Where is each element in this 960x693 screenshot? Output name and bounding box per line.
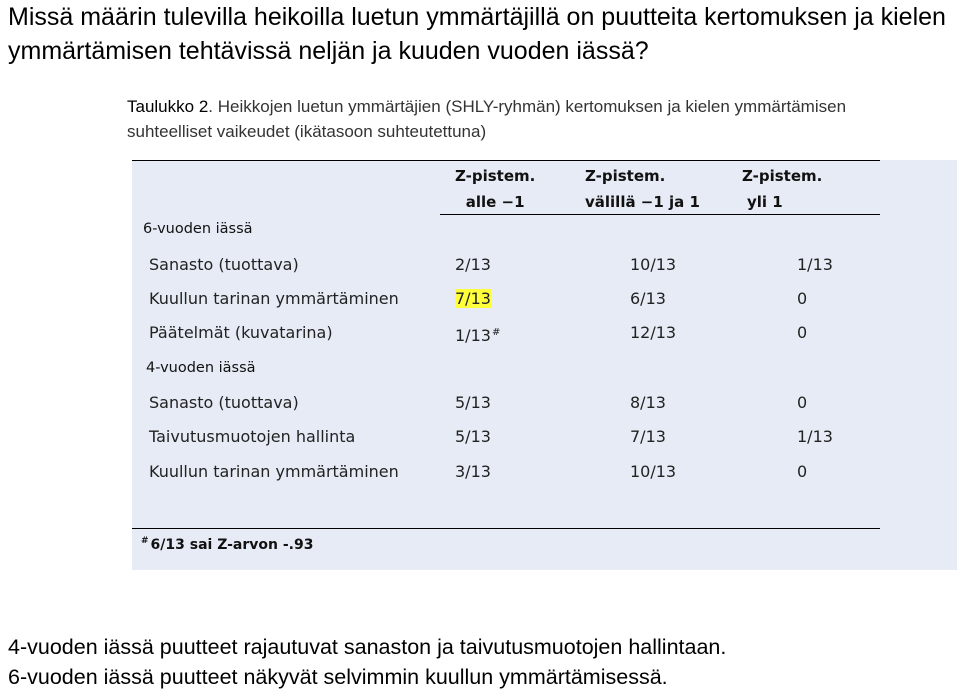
cell-between: 8/13 xyxy=(630,393,666,412)
row-label: Kuullun tarinan ymmärtäminen xyxy=(149,462,399,481)
row-label: Kuullun tarinan ymmärtäminen xyxy=(149,289,399,308)
column-header-between xyxy=(585,163,700,215)
table-caption-label: Taulukko 2 xyxy=(127,97,209,116)
cell-between: 6/13 xyxy=(630,289,666,308)
cell-between: 10/13 xyxy=(630,255,677,274)
footnote-marker: # xyxy=(141,536,149,546)
cell-above: 0 xyxy=(797,289,808,308)
table-footnote xyxy=(140,530,313,556)
table-caption-text: . Heikkojen luetun ymmärtäjien (SHLY-ryhmän) kertomuksen ja kielen ymmärtämisen suhteelliset vaikeudet (ikätasoon suhteutettuna) xyxy=(127,97,847,141)
cell-value: 1/13 xyxy=(455,326,491,345)
column-header-line2: välillä −1 ja 1 xyxy=(585,193,700,211)
cell-above: 1/13 xyxy=(797,427,833,446)
column-header-above xyxy=(742,163,822,215)
highlight-mark: 7/13 xyxy=(455,289,491,308)
row-label: Taivutusmuotojen hallinta xyxy=(149,427,356,446)
footnote-marker: # xyxy=(491,327,501,338)
column-header-line2: yli 1 xyxy=(747,193,783,211)
column-header-line1: Z-pistem. xyxy=(585,167,666,185)
cell-below xyxy=(455,322,500,347)
cell-above: 1/13 xyxy=(797,255,833,274)
results-table-panel xyxy=(132,160,957,570)
column-header-line1: Z-pistem. xyxy=(742,167,823,185)
cell-between: 7/13 xyxy=(630,427,666,446)
cell-below: 2/13 xyxy=(455,255,491,274)
cell-below-highlighted xyxy=(455,288,491,310)
section-heading-4-years: 4-vuoden iässä xyxy=(146,360,256,376)
row-label: Päätelmät (kuvatarina) xyxy=(149,323,333,342)
footnote-text: 6/13 sai Z-arvon -.93 xyxy=(150,537,314,553)
table-caption xyxy=(127,94,907,144)
cell-below: 5/13 xyxy=(455,393,491,412)
column-header-below xyxy=(455,163,535,215)
summary-line: 4-vuoden iässä puutteet rajautuvat sanaston ja taivutusmuotojen hallintaan. xyxy=(8,635,727,659)
table-top-rule xyxy=(132,160,880,161)
cell-below: 5/13 xyxy=(455,427,491,446)
row-label: Sanasto (tuottava) xyxy=(149,393,299,412)
column-header-line1: Z-pistem. xyxy=(455,167,536,185)
page-title: Missä määrin tulevilla heikoilla luetun ymmärtäjillä on puutteita kertomuksen ja kielen ymmärtämisen tehtävissä neljän ja kuuden vuoden iässä? xyxy=(8,3,946,65)
cell-above: 0 xyxy=(797,393,808,412)
cell-below: 3/13 xyxy=(455,462,491,481)
cell-above: 0 xyxy=(797,462,808,481)
cell-between: 10/13 xyxy=(630,462,677,481)
cell-between: 12/13 xyxy=(630,323,677,342)
table-bottom-rule xyxy=(132,528,880,529)
section-heading-6-years: 6-vuoden iässä xyxy=(143,221,253,237)
row-label: Sanasto (tuottava) xyxy=(149,255,299,274)
column-header-line2: alle −1 xyxy=(465,193,525,211)
cell-above: 0 xyxy=(797,323,808,342)
summary-text xyxy=(8,632,953,692)
summary-line: 6-vuoden iässä puutteet näkyvät selvimmin kuullun ymmärtämisessä. xyxy=(8,665,668,689)
